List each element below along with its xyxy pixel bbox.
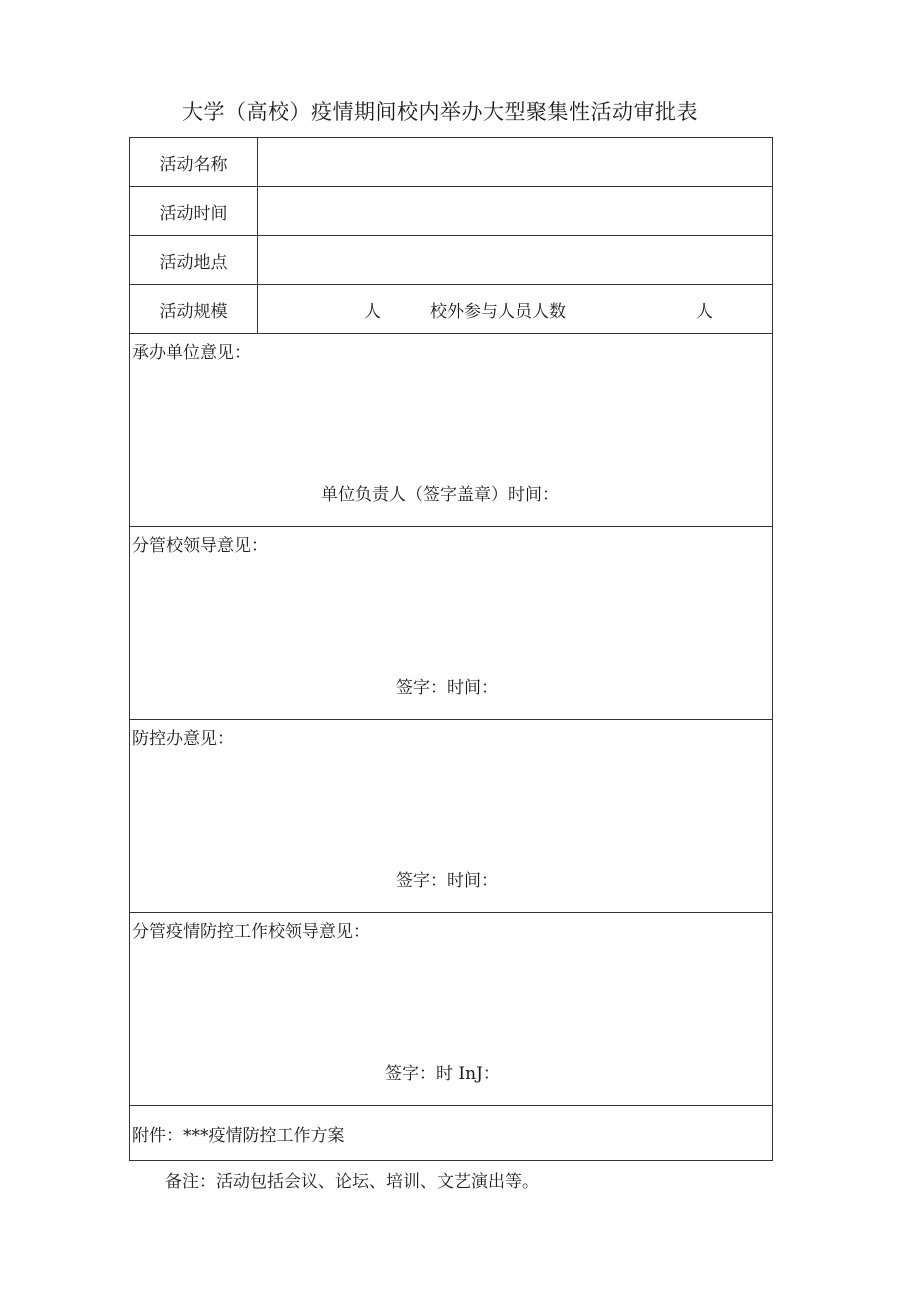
leader-sign-line: 签字：时间：: [396, 678, 498, 698]
activity-name-field[interactable]: [258, 138, 773, 187]
activity-name-label: 活动名称: [130, 138, 258, 187]
form-title: 大学（高校）疫情期间校内举办大型聚集性活动审批表: [182, 100, 698, 124]
leader-opinion-area[interactable]: [130, 527, 773, 720]
epidemic-leader-sign-line: 签字：时 InJ：: [385, 1064, 500, 1084]
leader-opinion-label: 分管校领导意见：: [132, 536, 268, 556]
row-activity-time: [130, 187, 773, 236]
attachment-cell: [130, 1106, 773, 1161]
scale-external-label: 校外参与人员人数: [430, 302, 566, 322]
approval-form-table: [129, 137, 773, 1161]
activity-place-label: 活动地点: [130, 236, 258, 285]
row-activity-place: [130, 236, 773, 285]
row-prevention-office-opinion: [130, 720, 773, 913]
organizer-opinion-area[interactable]: [130, 334, 773, 527]
prevention-office-sign-line: 签字：时间：: [396, 871, 498, 891]
scale-unit-internal: 人: [364, 302, 381, 322]
row-leader-opinion: [130, 527, 773, 720]
activity-place-field[interactable]: [258, 236, 773, 285]
prevention-office-opinion-area[interactable]: [130, 720, 773, 913]
organizer-sign-line: 单位负责人（签字盖章）时间：: [321, 485, 559, 505]
organizer-opinion-label: 承办单位意见：: [132, 343, 251, 363]
row-epidemic-leader-opinion: [130, 913, 773, 1106]
activity-scale-content: [258, 285, 772, 333]
footnote: 备注：活动包括会议、论坛、培训、文艺演出等。: [165, 1172, 539, 1192]
activity-time-label: 活动时间: [130, 187, 258, 236]
prevention-office-opinion-label: 防控办意见：: [132, 729, 234, 749]
activity-scale-label: 活动规模: [130, 285, 258, 334]
epidemic-leader-opinion-area[interactable]: [130, 913, 773, 1106]
row-activity-name: [130, 138, 773, 187]
row-organizer-opinion: [130, 334, 773, 527]
attachment-text: 附件：***疫情防控工作方案: [132, 1125, 345, 1146]
activity-time-field[interactable]: [258, 187, 773, 236]
row-activity-scale: [130, 285, 773, 334]
activity-scale-field[interactable]: [258, 285, 773, 334]
epidemic-leader-opinion-label: 分管疫情防控工作校领导意见：: [132, 922, 370, 942]
scale-unit-external: 人: [696, 302, 713, 322]
row-attachment: [130, 1106, 773, 1161]
